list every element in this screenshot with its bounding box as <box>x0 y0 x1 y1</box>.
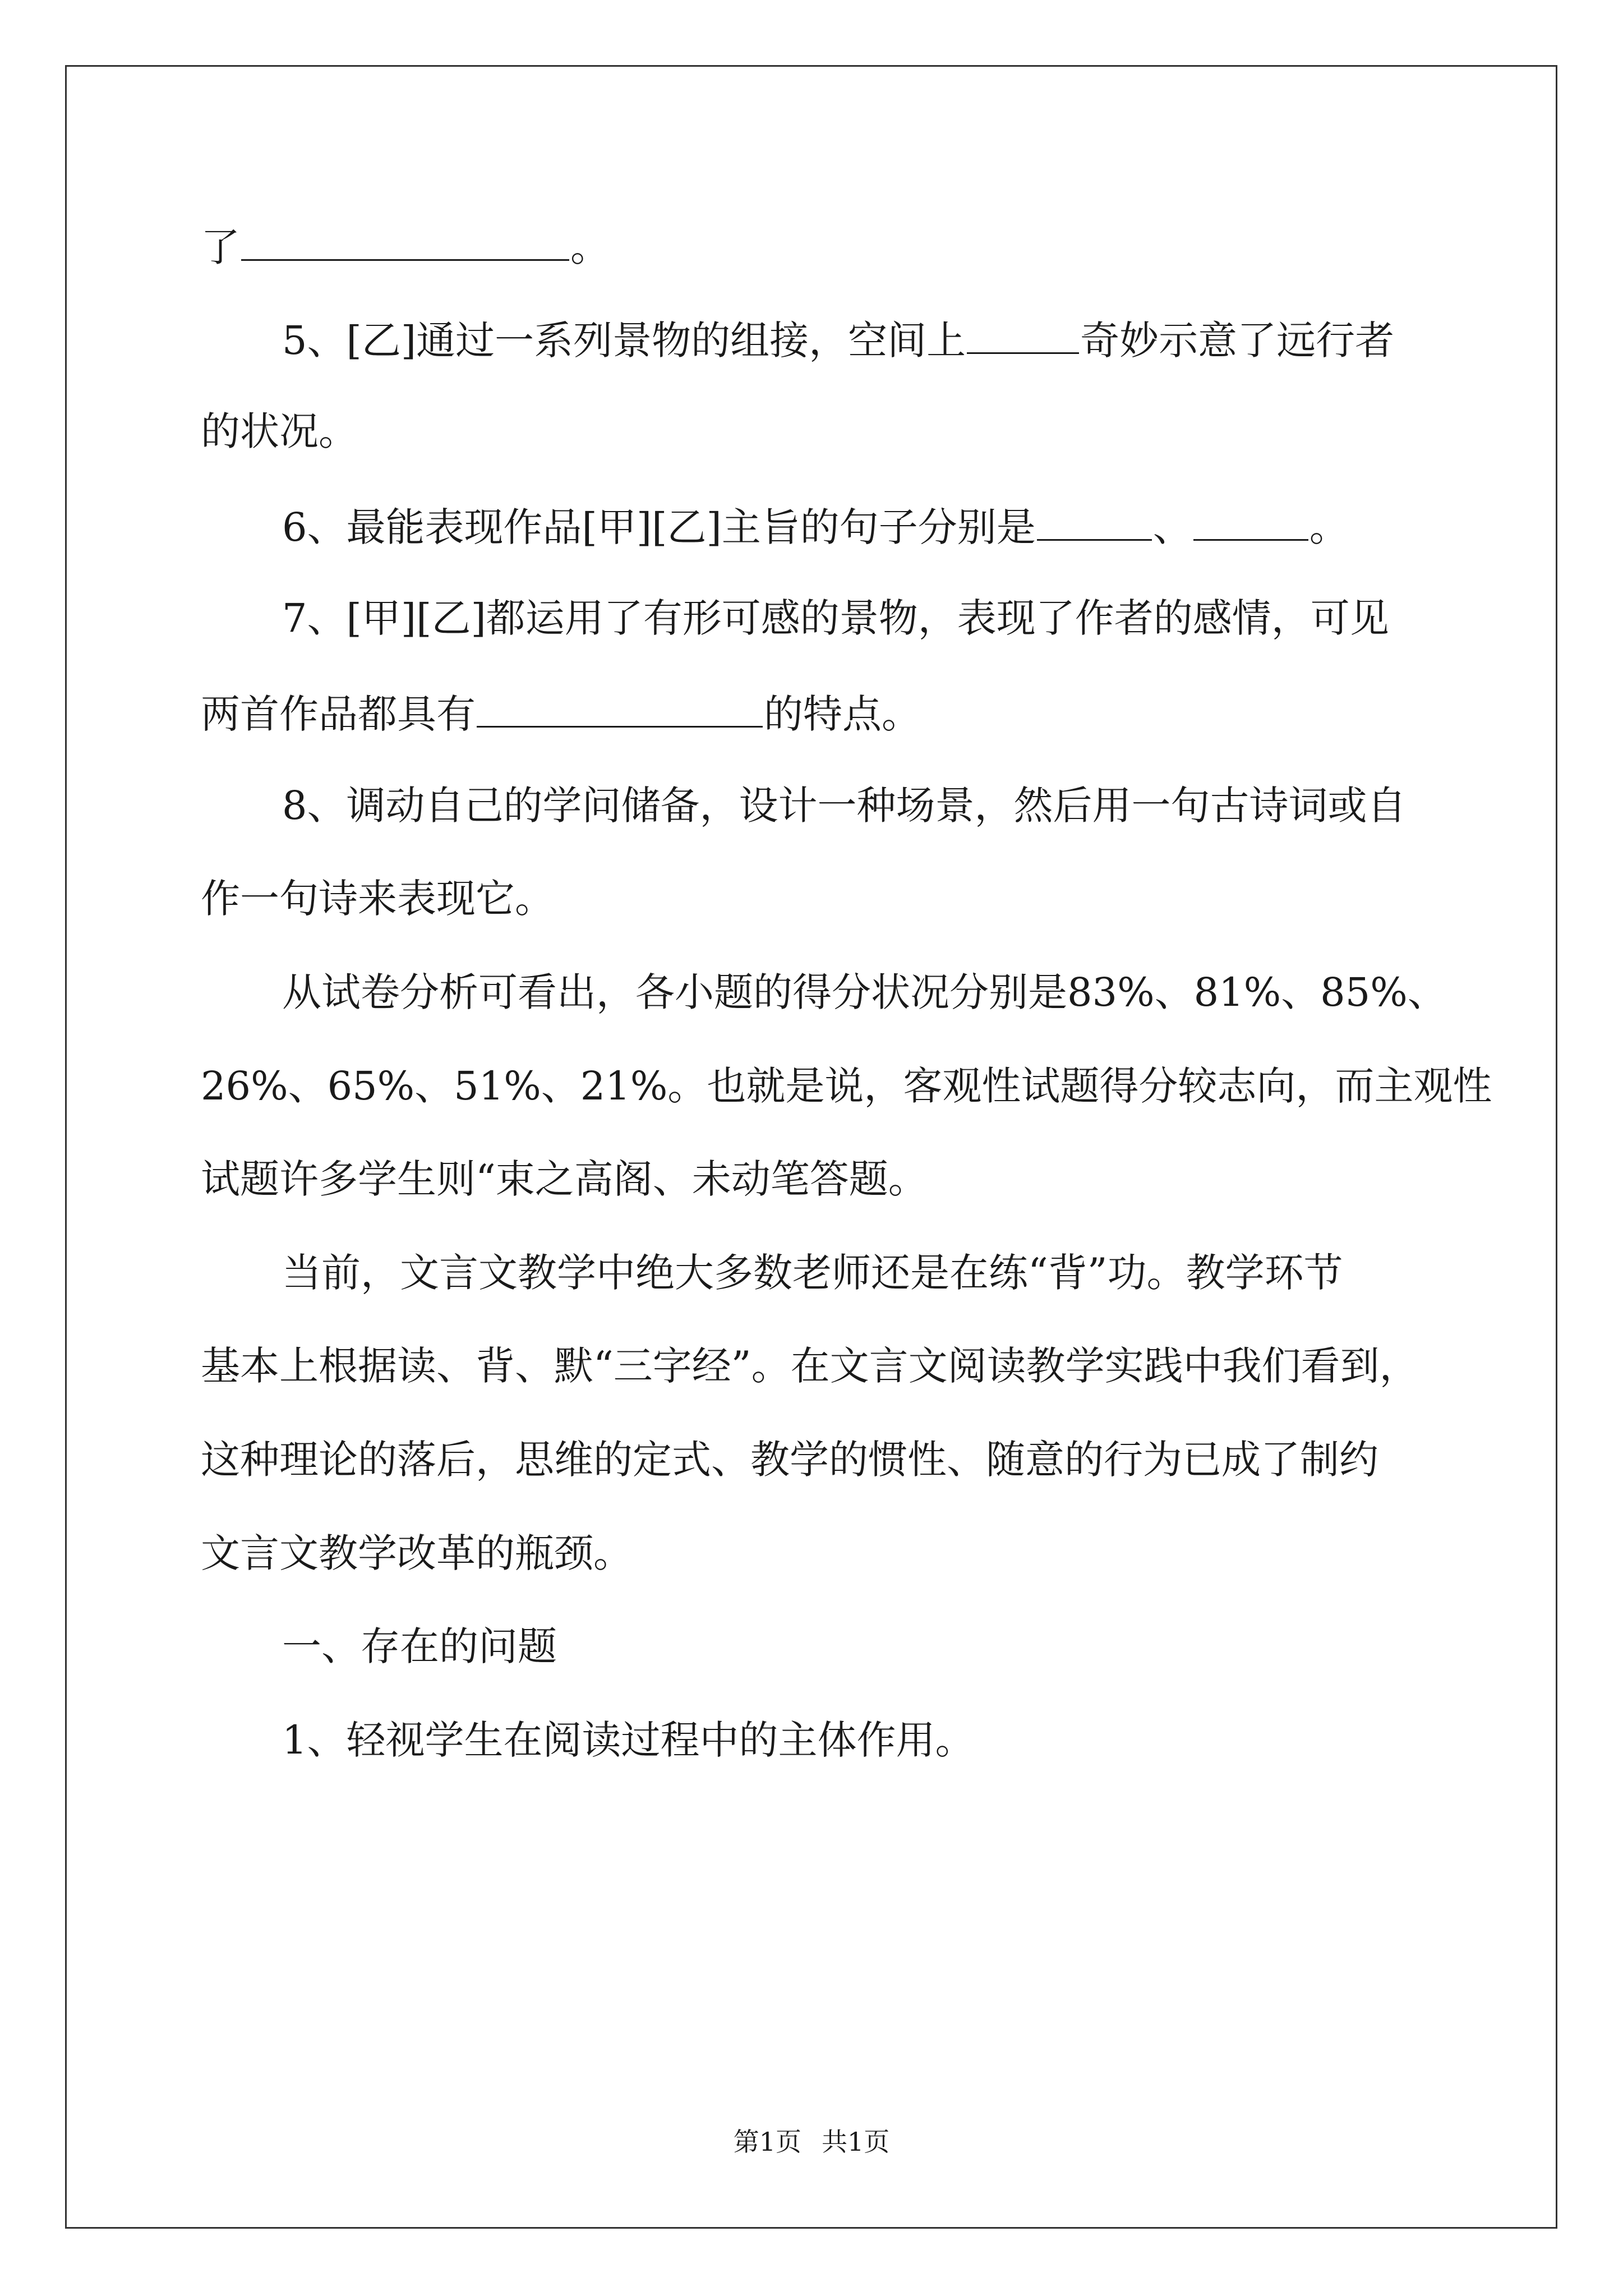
answer-blank <box>477 687 763 728</box>
text-line-15: 文言文教学改革的瓶颈。 <box>201 1530 633 1576</box>
answer-blank <box>967 313 1079 354</box>
text-line-13: 基本上根据读、背、默“三字经”。在文言文阅读教学实践中我们看到， <box>201 1343 1419 1389</box>
text-segment: 。 <box>1309 504 1349 550</box>
question-6 <box>282 500 1349 553</box>
paragraph-analysis: 从试卷分析可看出，各小题的得分状况分别是83%、81%、85%、 <box>282 969 1447 1015</box>
text-segment: 的特点。 <box>764 691 921 737</box>
text-segment: 了 <box>201 224 240 270</box>
text-segment: 。 <box>570 224 610 270</box>
page-total: 共1页 <box>822 2127 890 2157</box>
page-number: 第1页 <box>733 2127 801 2157</box>
text-line-6 <box>201 687 921 739</box>
text-line-11: 试题许多学生则“束之高阁、未动笔答题。 <box>201 1156 928 1202</box>
question-5 <box>282 313 1394 366</box>
text-segment: 5、[乙]通过一系列景物的组接，空间上 <box>282 318 966 364</box>
answer-blank <box>1193 500 1308 541</box>
question-8: 8、调动自己的学问储备，设计一种场景，然后用一句古诗词或自 <box>282 783 1407 829</box>
text-segment: 6、最能表现作品[甲][乙]主旨的句子分别是 <box>282 504 1036 550</box>
text-line-14: 这种理论的落后，思维的定式、教学的惯性、随意的行为已成了制约 <box>201 1437 1378 1483</box>
page-border <box>65 65 1557 2229</box>
text-line-1 <box>201 220 610 273</box>
text-segment: 、 <box>1152 504 1192 550</box>
text-segment: 奇妙示意了远行者 <box>1080 318 1395 364</box>
answer-blank <box>241 220 569 261</box>
text-line-8: 作一句诗来表现它。 <box>201 876 554 922</box>
paragraph-current: 当前，文言文教学中绝大多数老师还是在练“背”功。教学环节 <box>282 1250 1343 1296</box>
question-7: 7、[甲][乙]都运用了有形可感的景物，表现了作者的感情，可见 <box>282 595 1389 641</box>
page-footer <box>0 2125 1623 2159</box>
text-line-3: 的状况。 <box>201 408 358 454</box>
list-item-1: 1、轻视学生在阅读过程中的主体作用。 <box>282 1717 975 1763</box>
text-line-10: 26%、65%、51%、21%。也就是说，客观性试题得分较志向，而主观性 <box>201 1063 1492 1109</box>
text-segment: 两首作品都具有 <box>201 691 476 737</box>
section-heading: 一、存在的问题 <box>282 1623 557 1669</box>
answer-blank <box>1037 500 1152 541</box>
